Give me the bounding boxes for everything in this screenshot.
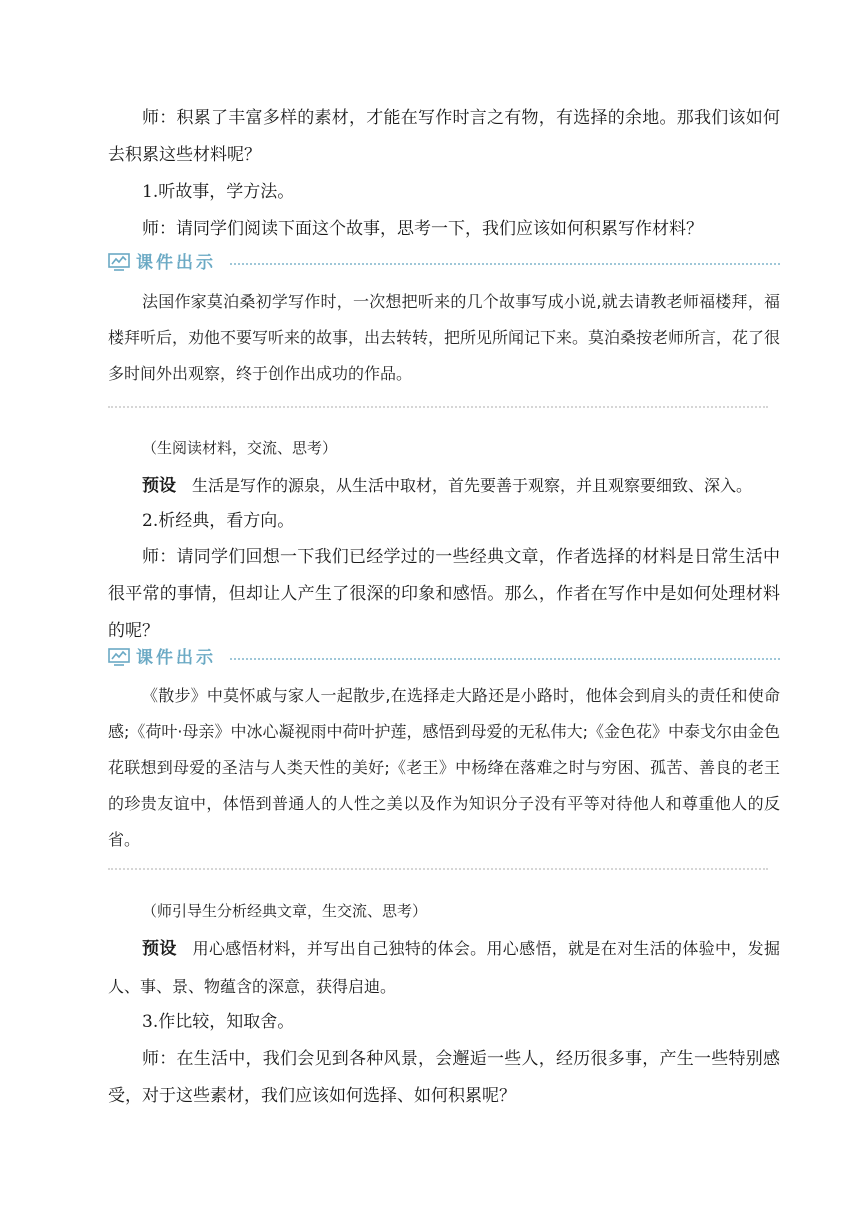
header-dotted-line — [230, 658, 780, 660]
courseware-title: 课件出示 — [136, 648, 216, 668]
activity-note-1: （生阅读材料，交流、思考） — [142, 439, 338, 457]
preset-paragraph-1 — [108, 467, 780, 505]
header-dotted-line — [230, 263, 780, 265]
presentation-chart-icon — [108, 253, 130, 271]
dotted-separator-2 — [108, 868, 768, 870]
paragraph-teacher-4: 师：在生活中，我们会见到各种风景，会邂逅一些人，经历很多事，产生一些特别感受，对于这些素材，我们应该如何选择、如何积累呢？ — [108, 1049, 780, 1106]
section-heading-3: 3.作比较，知取舍。 — [142, 1012, 295, 1032]
preset-paragraph-2 — [108, 930, 780, 1006]
courseware-header-2 — [108, 646, 780, 670]
preset-text: 生活是写作的源泉，从生活中取材，首先要善于观察，并且观察要细致、深入。 — [192, 476, 753, 495]
paragraph-teacher-3: 师：请同学们回想一下我们已经学过的一些经典文章，作者选择的材料是日常生活中很平常的事情，但却让人产生了很深的印象和感悟。那么，作者在写作中是如何处理材料的呢？ — [108, 547, 780, 641]
courseware-header-1 — [108, 251, 780, 275]
preset-label: 预设 — [142, 939, 177, 959]
preset-label: 预设 — [142, 476, 176, 496]
section-heading-2: 2.析经典，看方向。 — [142, 511, 295, 531]
preset-text: 用心感悟材料，并写出自己独特的体会。用心感悟，就是在对生活的体验中，发掘人、事、景、物蕴含的深意，获得启迪。 — [108, 939, 780, 996]
courseware-text-2: 《散步》中莫怀戚与家人一起散步,在选择走大路还是小路时，他体会到肩头的责任和使命感;《荷叶·母亲》中冰心凝视雨中荷叶护莲，感悟到母爱的无私伟大;《金色花》中泰戈尔由金色花联想到母爱的圣洁与人类天性的美好;《老王》中杨绛在落难之时与穷困、孤苦、善良的老王的珍贵友谊中，体悟到普通人的人性之美以及作为知识分子没有平等对待他人和尊重他人的反省。 — [108, 686, 780, 849]
paragraph-teacher-1: 师：积累了丰富多样的素材，才能在写作时言之有物，有选择的余地。那我们该如何去积累这些材料呢？ — [108, 108, 780, 165]
section-heading-1: 1.听故事，学方法。 — [142, 182, 295, 202]
dotted-separator-1 — [108, 406, 768, 408]
paragraph-teacher-2: 师：请同学们阅读下面这个故事，思考一下，我们应该如何积累写作材料？ — [142, 219, 703, 239]
courseware-text-1: 法国作家莫泊桑初学写作时，一次想把听来的几个故事写成小说,就去请教老师福楼拜，福楼拜听后，劝他不要写听来的故事，出去转转，把所见所闻记下来。莫泊桑按老师所言，花了很多时间外出观察，终于创作出成功的作品。 — [108, 292, 781, 383]
presentation-chart-icon — [108, 648, 130, 666]
courseware-title: 课件出示 — [136, 253, 216, 273]
activity-note-2: （师引导生分析经典文章，生交流、思考） — [142, 902, 428, 920]
